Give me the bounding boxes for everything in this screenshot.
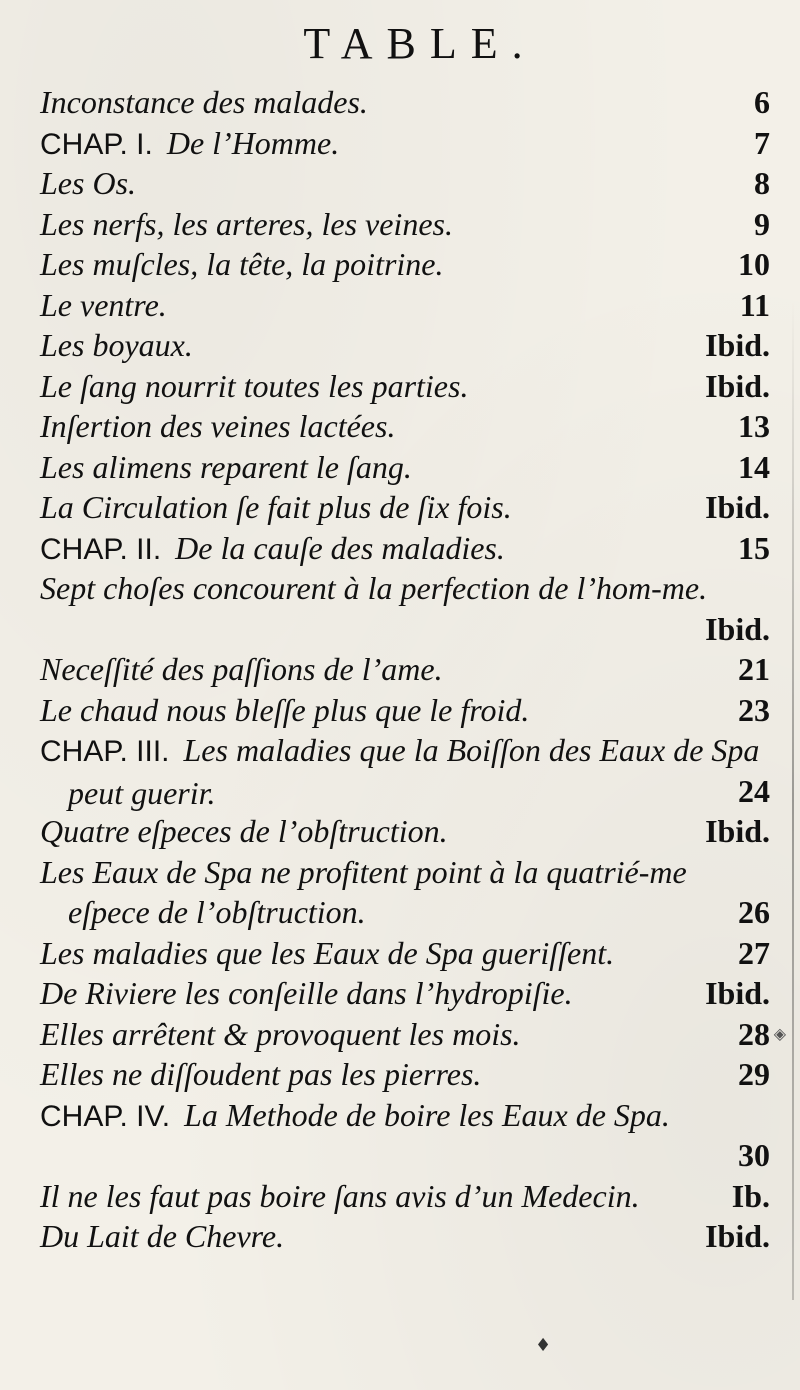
- toc-entry: [40, 690, 780, 731]
- toc-chapter-entry: [40, 123, 780, 164]
- toc-entry-text: Les Os.: [40, 165, 137, 201]
- toc-entry-page: 10: [738, 246, 770, 282]
- toc-entry-page: 15: [738, 529, 770, 566]
- toc-entry: [40, 325, 780, 366]
- toc-entry-text: Il ne les faut pas boire ſans avis d’un Medecin.: [40, 1177, 640, 1214]
- toc-entry-page: 8: [754, 165, 770, 201]
- toc-entry-page: 7: [754, 124, 770, 161]
- toc-entry-text: Les nerfs, les arteres, les veines.: [40, 205, 453, 242]
- toc-entry: [40, 447, 780, 488]
- toc-entry-page: 27: [738, 934, 770, 971]
- table-of-contents: [40, 82, 780, 1257]
- toc-entry-page: Ib.: [731, 1177, 770, 1214]
- chapter-number: CHAP. II.: [40, 532, 162, 566]
- toc-entry-text: Les muſcles, la tête, la poitrine.: [40, 246, 444, 282]
- toc-entry-page: 29: [738, 1056, 770, 1092]
- chapter-number: CHAP. III.: [40, 735, 170, 768]
- toc-entry: [40, 487, 780, 528]
- toc-chapter-entry: [40, 528, 780, 569]
- toc-chapter-entry: [40, 1095, 780, 1176]
- toc-entry-text: Elles arrêtent & provoquent les mois.: [40, 1015, 521, 1052]
- toc-entry: [40, 285, 780, 326]
- toc-entry-text: Quatre eſpeces de l’obſtruction.: [40, 813, 448, 849]
- toc-entry-text: Sept choſes concourent à la perfection de l’hom-me.: [40, 570, 708, 606]
- toc-entry-page: Ibid.: [705, 813, 770, 849]
- toc-entry: [40, 163, 780, 204]
- toc-entry-page: Ibid.: [705, 610, 770, 647]
- ink-dot-icon: ♦: [535, 1335, 552, 1356]
- toc-entry: [40, 1216, 780, 1257]
- toc-entry-text: La Circulation ſe fait plus de ſix fois.: [40, 489, 512, 525]
- chapter-number: CHAP. IV.: [40, 1099, 171, 1133]
- toc-entry-text: Neceſſité des paſſions de l’ame.: [40, 651, 443, 687]
- toc-entry-page: 13: [738, 408, 770, 444]
- toc-entry-page: 14: [738, 448, 770, 485]
- toc-entry-page: 23: [738, 691, 770, 728]
- toc-entry-text: Du Lait de Chevre.: [40, 1218, 285, 1254]
- toc-entry: [40, 973, 780, 1014]
- toc-entry-page: 21: [738, 651, 770, 687]
- toc-entry: [40, 811, 780, 852]
- toc-entry: [40, 82, 780, 123]
- page-title: TABLE.: [303, 19, 537, 68]
- toc-entry-page: 28: [738, 1015, 770, 1052]
- toc-entry-page: 24: [738, 772, 770, 809]
- toc-entry: [40, 366, 780, 407]
- toc-entry: [40, 204, 780, 245]
- toc-entry-text: Inſertion des veines lactées.: [40, 408, 396, 444]
- toc-entry: [40, 406, 780, 447]
- toc-entry-text: Le chaud nous bleſſe plus que le froid.: [40, 691, 530, 728]
- toc-entry-text: Les maladies que les Eaux de Spa gueriſſent.: [40, 934, 615, 971]
- toc-entry-text: Les boyaux.: [40, 327, 193, 363]
- toc-entry-page: Ibid.: [705, 1218, 770, 1254]
- toc-entry-page: 11: [739, 286, 770, 323]
- toc-entry-text: Inconstance des malades.: [40, 84, 368, 120]
- toc-entry: [40, 1054, 780, 1095]
- toc-entry-text: Le ſang nourrit toutes les parties.: [40, 367, 469, 404]
- toc-entry-text: De l’Homme.: [166, 124, 340, 161]
- page-edge-shadow: [792, 300, 794, 1300]
- toc-entry-text: Les alimens reparent le ſang.: [40, 448, 412, 485]
- toc-entry-text: Le ventre.: [40, 286, 167, 323]
- toc-entry: [40, 1014, 780, 1055]
- chapter-number: CHAP. I.: [40, 127, 153, 161]
- toc-entry-page: Ibid.: [705, 975, 770, 1011]
- toc-entry: [40, 933, 780, 974]
- toc-entry: [40, 649, 780, 690]
- toc-entry-page: 6: [754, 84, 770, 120]
- toc-entry-text: Elles ne diſſoudent pas les pierres.: [40, 1056, 482, 1092]
- toc-entry: [40, 244, 780, 285]
- margin-ornament-icon: ◈: [773, 1024, 786, 1043]
- toc-chapter-entry: [40, 730, 780, 811]
- toc-entry-text: Les maladies que la Boiſſon des Eaux de Spa peut guerir.: [68, 732, 760, 811]
- toc-entry-page: Ibid.: [705, 367, 770, 404]
- toc-entry-page: Ibid.: [705, 489, 770, 525]
- toc-entry-text: La Methode de boire les Eaux de Spa.: [184, 1096, 670, 1133]
- toc-entry: [40, 1176, 780, 1217]
- toc-entry: [40, 852, 780, 933]
- toc-entry-page: 30: [738, 1137, 770, 1173]
- toc-entry-text: De Riviere les conſeille dans l’hydropiſie.: [40, 975, 573, 1011]
- toc-entry-page: 26: [738, 894, 770, 930]
- toc-entry-page: 9: [754, 205, 770, 242]
- toc-entry-text: De la cauſe des maladies.: [175, 529, 505, 566]
- toc-entry-page: Ibid.: [705, 327, 770, 363]
- toc-entry: [40, 568, 780, 649]
- toc-entry-text: Les Eaux de Spa ne profitent point à la quatrié-me eſpece de l’obſtruction.: [40, 853, 687, 930]
